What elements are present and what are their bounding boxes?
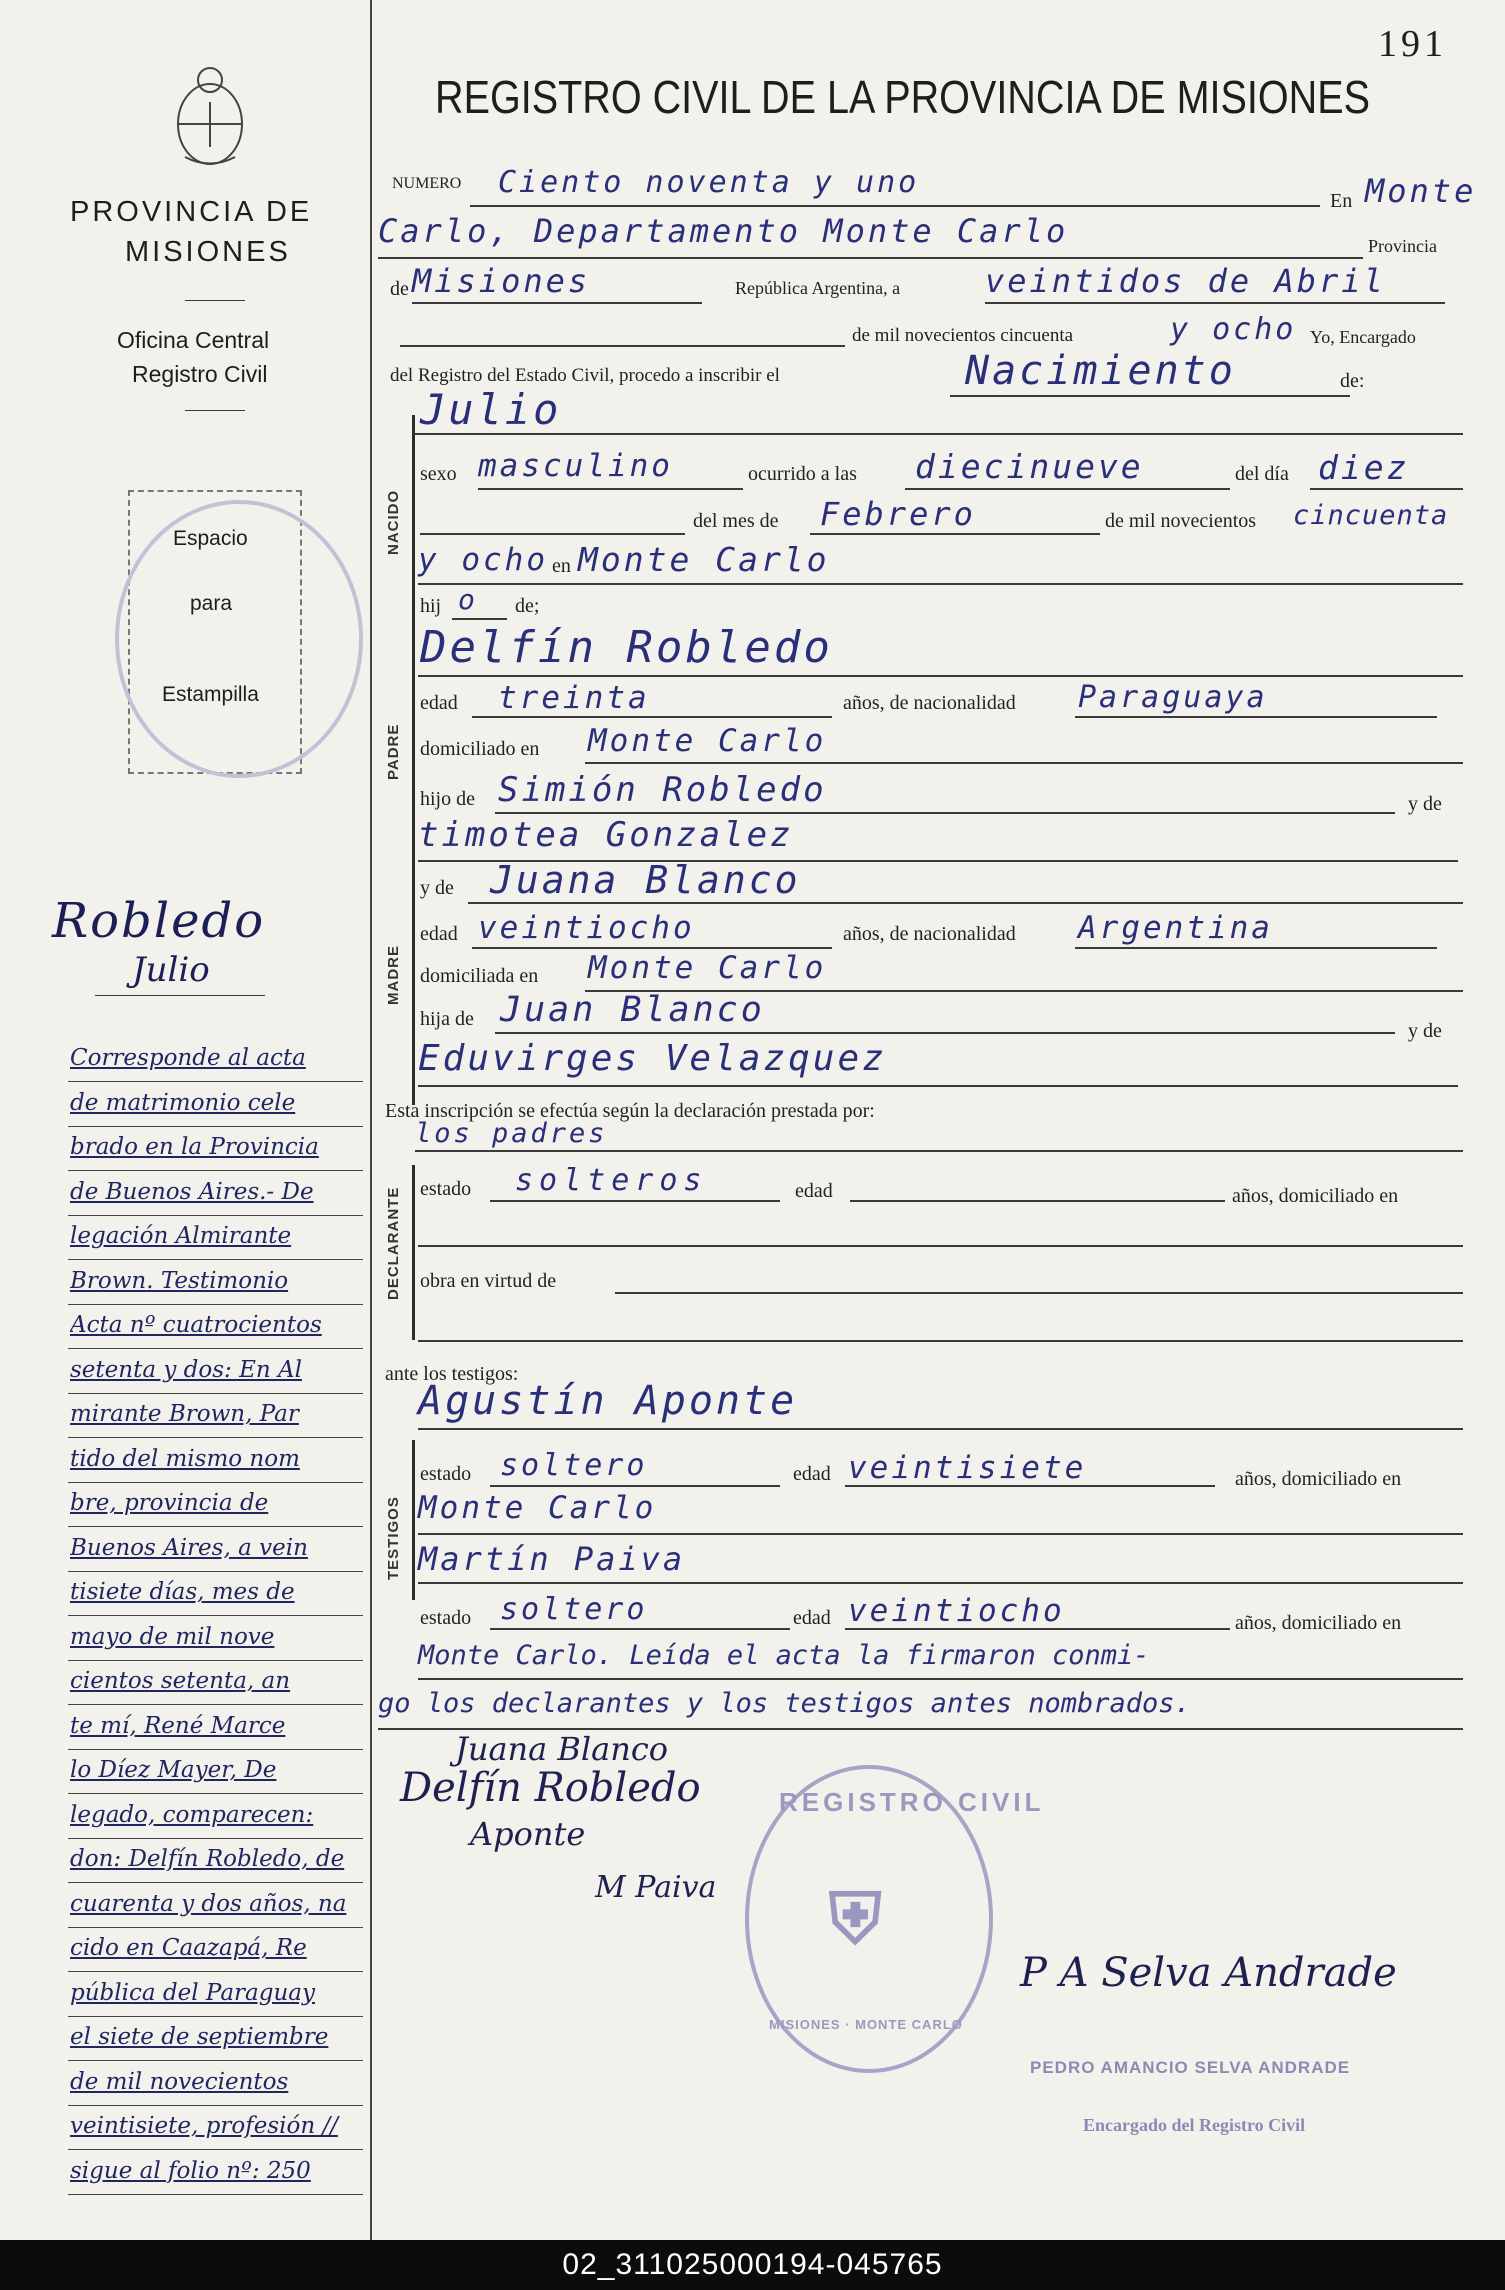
entry-nombre: Julio bbox=[420, 385, 562, 434]
label-obra: obra en virtud de bbox=[420, 1270, 557, 1292]
entry-madre-edad: veintiocho bbox=[478, 910, 695, 946]
entry-dia: diez bbox=[1318, 448, 1410, 487]
entry-lugar-b: Carlo, Departamento Monte Carlo bbox=[378, 212, 1069, 250]
seal-emblem-icon: ⛨ bbox=[829, 1880, 882, 1958]
margin-note-line: cientos setenta, an bbox=[70, 1668, 291, 1694]
entry-provincia: Misiones bbox=[412, 262, 591, 300]
label-numero: NUMERO bbox=[392, 175, 462, 192]
margin-note-line: cuarenta y dos años, na bbox=[70, 1890, 347, 1917]
label-padre-hijo-de: hijo de bbox=[420, 788, 475, 810]
label-ocurrido: ocurrido a las bbox=[748, 463, 857, 485]
label-padre-anos-nac: años, de nacionalidad bbox=[843, 692, 1016, 714]
label-en-lugar: en bbox=[552, 555, 571, 577]
entry-t2-edad: veintiocho bbox=[848, 1593, 1065, 1629]
margin-note-line: te mí, René Marce bbox=[70, 1712, 286, 1739]
label-madre-y-de: y de bbox=[420, 877, 454, 899]
side-surname: Robledo bbox=[52, 893, 266, 949]
margin-note-line: Buenos Aires, a vein bbox=[70, 1534, 308, 1561]
province-heading-line2: MISIONES bbox=[125, 236, 291, 268]
margin-note-line: cido en Caazapá, Re bbox=[70, 1935, 307, 1961]
label-decl-anos-dom: años, domiciliado en bbox=[1232, 1185, 1399, 1207]
label-t2-estado: estado bbox=[420, 1607, 472, 1629]
entry-decl-estado: solteros bbox=[515, 1163, 708, 1198]
signature-testigo2: M Paiva bbox=[595, 1870, 717, 1905]
entry-madre-nac: Argentina bbox=[1078, 910, 1273, 946]
signature-padre: Delfín Robledo bbox=[400, 1765, 701, 1811]
entry-closing-a: Monte Carlo. Leída el acta la firmaron conmi- bbox=[418, 1640, 1150, 1671]
section-declarante: DECLARANTE bbox=[385, 1186, 402, 1300]
label-de-mil: de mil novecientos cincuenta bbox=[852, 325, 1074, 346]
signature-testigo1: Aponte bbox=[470, 1815, 586, 1853]
margin-note-line: tido del mismo nom bbox=[70, 1445, 300, 1472]
label-inscripcion: Esta inscripción se efectúa según la declaración prestada por: bbox=[385, 1100, 875, 1122]
margin-note-line: don: Delfín Robledo, de bbox=[70, 1846, 345, 1872]
entry-madre-madre: Eduvirges Velazquez bbox=[418, 1038, 887, 1079]
label-t1-estado: estado bbox=[420, 1463, 472, 1485]
label-de-semicolon: de; bbox=[515, 595, 540, 617]
coat-of-arms-icon bbox=[165, 62, 255, 172]
label-madre-edad: edad bbox=[420, 923, 458, 945]
label-padre-edad: edad bbox=[420, 692, 458, 714]
margin-note-line: lo Díez Mayer, De bbox=[70, 1757, 277, 1783]
entry-padre-edad: treinta bbox=[498, 680, 650, 716]
entry-padre-padre: Simión Robledo bbox=[498, 770, 827, 810]
margin-note-line: legado, comparecen: bbox=[70, 1801, 314, 1828]
margin-note-line: sigue al folio nº: 250 bbox=[70, 2157, 311, 2184]
label-padre-domiciliado: domiciliado en bbox=[420, 738, 540, 760]
margin-note-line: brado en la Provincia bbox=[70, 1134, 319, 1160]
label-t1-anos-dom: años, domiciliado en bbox=[1235, 1468, 1402, 1490]
label-sexo: sexo bbox=[420, 463, 457, 485]
margin-divider bbox=[370, 0, 372, 2240]
margin-note-line: setenta y dos: En Al bbox=[70, 1356, 302, 1383]
entry-anio: y ocho bbox=[1170, 312, 1297, 347]
label-republica: República Argentina, a bbox=[735, 278, 901, 298]
margin-note-line: mayo de mil nove bbox=[70, 1623, 275, 1650]
entry-testigo2: Martín Paiva bbox=[418, 1540, 686, 1578]
entry-anio-nac-a: cincuenta bbox=[1293, 500, 1449, 531]
label-madre-y-de2: y de bbox=[1408, 1020, 1442, 1042]
entry-madre-nombre: Juana Blanco bbox=[490, 858, 801, 902]
entry-madre-padre: Juan Blanco bbox=[500, 990, 765, 1030]
margin-note-line: pública del Paraguay bbox=[70, 1979, 315, 2006]
label-del-mes: del mes de bbox=[693, 510, 779, 532]
entry-sexo: masculino bbox=[478, 448, 673, 484]
label-t2-anos-dom: años, domiciliado en bbox=[1235, 1612, 1402, 1634]
entry-hora: diecinueve bbox=[915, 447, 1144, 486]
label-t2-edad: edad bbox=[793, 1607, 831, 1629]
section-madre: MADRE bbox=[385, 945, 402, 1005]
entry-padre-dom: Monte Carlo bbox=[588, 723, 827, 759]
entry-anio-nac-b: y ocho bbox=[418, 542, 548, 578]
entry-tipo: Nacimiento bbox=[965, 348, 1236, 394]
section-nacido: NACIDO bbox=[385, 489, 402, 555]
margin-note-line: Acta nº cuatrocientos bbox=[70, 1312, 322, 1338]
margin-note-line: de Buenos Aires.- De bbox=[70, 1178, 314, 1205]
entry-numero: Ciento noventa y uno bbox=[498, 165, 920, 200]
margin-note-line: legación Almirante bbox=[70, 1223, 292, 1249]
label-de-mil-nov: de mil novecientos bbox=[1105, 510, 1257, 532]
label-madre-domiciliada: domiciliada en bbox=[420, 965, 539, 987]
side-given-name: Julio bbox=[132, 950, 210, 990]
official-seal bbox=[745, 1765, 1045, 2073]
entry-padre-nac: Paraguaya bbox=[1078, 680, 1268, 715]
stamp-box-label3: Estampilla bbox=[162, 683, 259, 706]
label-del-dia: del día bbox=[1235, 463, 1289, 485]
entry-lugar-nac: Monte Carlo bbox=[578, 540, 830, 579]
margin-note-line: veintisiete, profesión // bbox=[70, 2113, 338, 2139]
label-madre-hija-de: hija de bbox=[420, 1008, 474, 1030]
label-padre-y-de: y de bbox=[1408, 793, 1442, 815]
entry-closing-b: go los declarantes y los testigos antes nombrados. bbox=[378, 1688, 1191, 1719]
label-del-registro: del Registro del Estado Civil, procedo a inscribir el bbox=[390, 365, 780, 386]
label-provincia: Provincia bbox=[1368, 236, 1437, 256]
label-yo-encargado: Yo, Encargado bbox=[1310, 327, 1416, 347]
label-ante: ante los testigos: bbox=[385, 1363, 519, 1385]
seal-text-top: REGISTRO CIVIL bbox=[779, 1787, 1045, 1817]
label-de-colon: de: bbox=[1340, 370, 1365, 392]
entry-t1-edad: veintisiete bbox=[848, 1450, 1087, 1486]
entry-declarante: los padres bbox=[415, 1118, 608, 1149]
entry-t2-estado: soltero bbox=[500, 1592, 648, 1627]
entry-padre-nombre: Delfín Robledo bbox=[420, 622, 833, 673]
entry-fecha: veintidos de Abril bbox=[985, 262, 1386, 300]
entry-hijo-suffix: o bbox=[458, 583, 478, 616]
section-testigos: TESTIGOS bbox=[385, 1496, 402, 1580]
margin-note-line: de matrimonio cele bbox=[70, 1089, 296, 1116]
seal-text-bottom: MISIONES · MONTE CARLO bbox=[769, 2017, 963, 2032]
margin-note-line: de mil novecientos bbox=[70, 2068, 289, 2095]
label-madre-anos-nac: años, de nacionalidad bbox=[843, 923, 1016, 945]
margin-note-line: el siete de septiembre bbox=[70, 2024, 329, 2050]
scan-code-bar bbox=[0, 2240, 1505, 2290]
entry-t1-dom: Monte Carlo bbox=[418, 1490, 657, 1526]
entry-testigo1: Agustín Aponte bbox=[418, 1378, 798, 1424]
entry-t1-estado: soltero bbox=[500, 1448, 648, 1483]
label-t1-edad: edad bbox=[793, 1463, 831, 1485]
margin-note-line: Brown. Testimonio bbox=[70, 1267, 289, 1294]
entry-mes: Febrero bbox=[820, 495, 976, 533]
label-decl-edad: edad bbox=[795, 1180, 833, 1202]
page-number: 191 bbox=[1378, 23, 1447, 65]
margin-note-line: Corresponde al acta bbox=[70, 1045, 306, 1071]
label-en: En bbox=[1330, 190, 1353, 212]
signature-official: P A Selva Andrade bbox=[1020, 1950, 1397, 1996]
stamp-box-label2: para bbox=[190, 592, 233, 615]
office-heading-line2: Registro Civil bbox=[132, 361, 268, 387]
scan-code: 02_311025000194-045765 bbox=[562, 2248, 943, 2281]
margin-note-line: tisiete días, mes de bbox=[70, 1579, 295, 1605]
official-name: PEDRO AMANCIO SELVA ANDRADE bbox=[1030, 2058, 1351, 2077]
label-hijo: hij bbox=[420, 595, 442, 617]
official-role: Encargado del Registro Civil bbox=[1083, 2115, 1306, 2135]
entry-lugar-a: Monte bbox=[1365, 172, 1477, 210]
stamp-box-label1: Espacio bbox=[173, 527, 248, 550]
label-decl-estado: estado bbox=[420, 1178, 472, 1200]
margin-note-line: bre, provincia de bbox=[70, 1490, 269, 1516]
section-padre: PADRE bbox=[385, 723, 402, 780]
document-title: REGISTRO CIVIL DE LA PROVINCIA DE MISIONES bbox=[435, 71, 1371, 123]
label-de-prov: de bbox=[390, 278, 409, 300]
province-heading-line1: PROVINCIA DE bbox=[70, 196, 313, 228]
margin-note-line: mirante Brown, Par bbox=[70, 1401, 299, 1427]
signature-madre: Juana Blanco bbox=[455, 1730, 668, 1768]
entry-padre-madre: timotea Gonzalez bbox=[418, 815, 794, 855]
entry-madre-dom: Monte Carlo bbox=[588, 950, 827, 986]
office-heading-line1: Oficina Central bbox=[117, 327, 270, 353]
